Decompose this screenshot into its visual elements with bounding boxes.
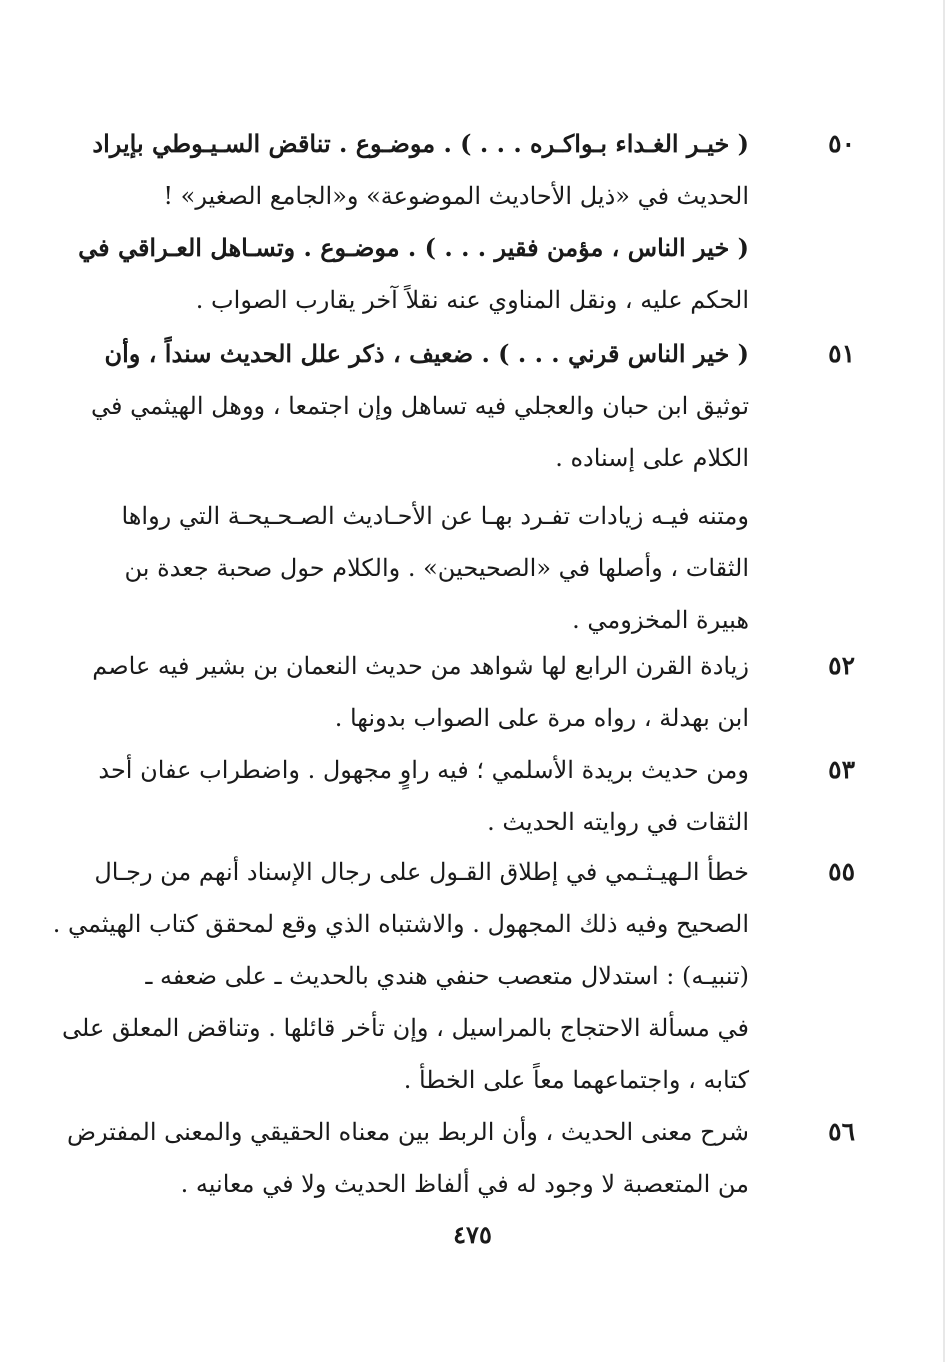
text-line: الثقات في روايته الحديث . xyxy=(487,808,749,836)
entry-text xyxy=(78,118,749,326)
text-line: خطأ الـهيـثـمي في إطلاق القـول على رجال الإسناد أنهم من رجـال xyxy=(94,858,749,886)
page-number: ٤٧٥ xyxy=(453,1220,492,1249)
entry-text xyxy=(52,846,749,1106)
entry-text xyxy=(92,640,749,744)
text-line: الحكم عليه ، ونقل المناوي عنه نقلاً آخر يقارب الصواب . xyxy=(195,286,749,314)
text-line: من المتعصبة لا وجود له في ألفاظ الحديث ولا في معانيه . xyxy=(180,1170,749,1198)
text-line: زيادة القرن الرابع لها شواهد من حديث النعمان بن بشير فيه عاصم xyxy=(92,652,749,680)
text-line: الثقات ، وأصلها في «الصحيحين» . والكلام حول صحبة جعدة بن xyxy=(124,554,749,582)
entry-text xyxy=(98,744,749,848)
entry-number: ٥١ xyxy=(828,339,855,368)
entry-number: ٥٢ xyxy=(828,651,855,680)
entry-number: ٥٦ xyxy=(828,1117,855,1146)
text-line: في مسألة الاحتجاج بالمراسيل ، وإن تأخر قائلها . وتناقض المعلق على xyxy=(62,1014,749,1042)
entry-text xyxy=(67,1106,749,1210)
text-line: ومن حديث بريدة الأسلمي ؛ فيه راوٍ مجهول . واضطراب عفان أحد xyxy=(98,756,749,784)
text-line: شرح معنى الحديث ، وأن الربط بين معناه الحقيقي والمعنى المفترض xyxy=(67,1118,749,1146)
text-line: الحديث في «ذيل الأحاديث الموضوعة» و«الجامع الصغير» ! xyxy=(163,182,749,210)
text-line: ( خيـر الغـداء بـواكـره . . . ) . موضـوع . تناقض السـيـوطي بإيراد xyxy=(92,129,749,158)
text-line: ابن بهدلة ، رواه مرة على الصواب بدونها . xyxy=(334,704,749,732)
entry-number: ٥٣ xyxy=(828,755,855,784)
text-line: هبيرة المخزومي . xyxy=(572,606,749,634)
entry-text xyxy=(90,328,749,646)
text-line: (تنبيـه) : استدلال متعصب حنفي هندي بالحديث ـ على ضعفه ـ xyxy=(145,962,749,990)
text-line: ومتنه فيـه زيادات تفـرد بهـا عن الأحـاديث الصـحـيحـة التي رواها xyxy=(121,502,749,530)
entry-number: ٥٥ xyxy=(828,857,855,886)
text-line: توثيق ابن حبان والعجلي فيه تساهل وإن اجتمعا ، ووهل الهيثمي في xyxy=(90,392,749,420)
text-line: الصحيح وفيه ذلك المجهول . والاشتباه الذي وقع لمحقق كتاب الهيثمي . xyxy=(52,910,749,938)
text-line: ( خير الناس ، مؤمن فقير . . . ) . موضـوع . وتسـاهل العـراقي في xyxy=(78,233,749,262)
text-line: الكلام على إسناده . xyxy=(555,444,749,472)
entry-number: ٥٠ xyxy=(828,129,855,158)
text-line: كتابه ، واجتماعهما معاً على الخطأ . xyxy=(403,1066,749,1094)
text-line: ( خير الناس قرني . . . ) . ضعيف ، ذكر علل الحديث سنداً ، وأن xyxy=(104,339,749,368)
